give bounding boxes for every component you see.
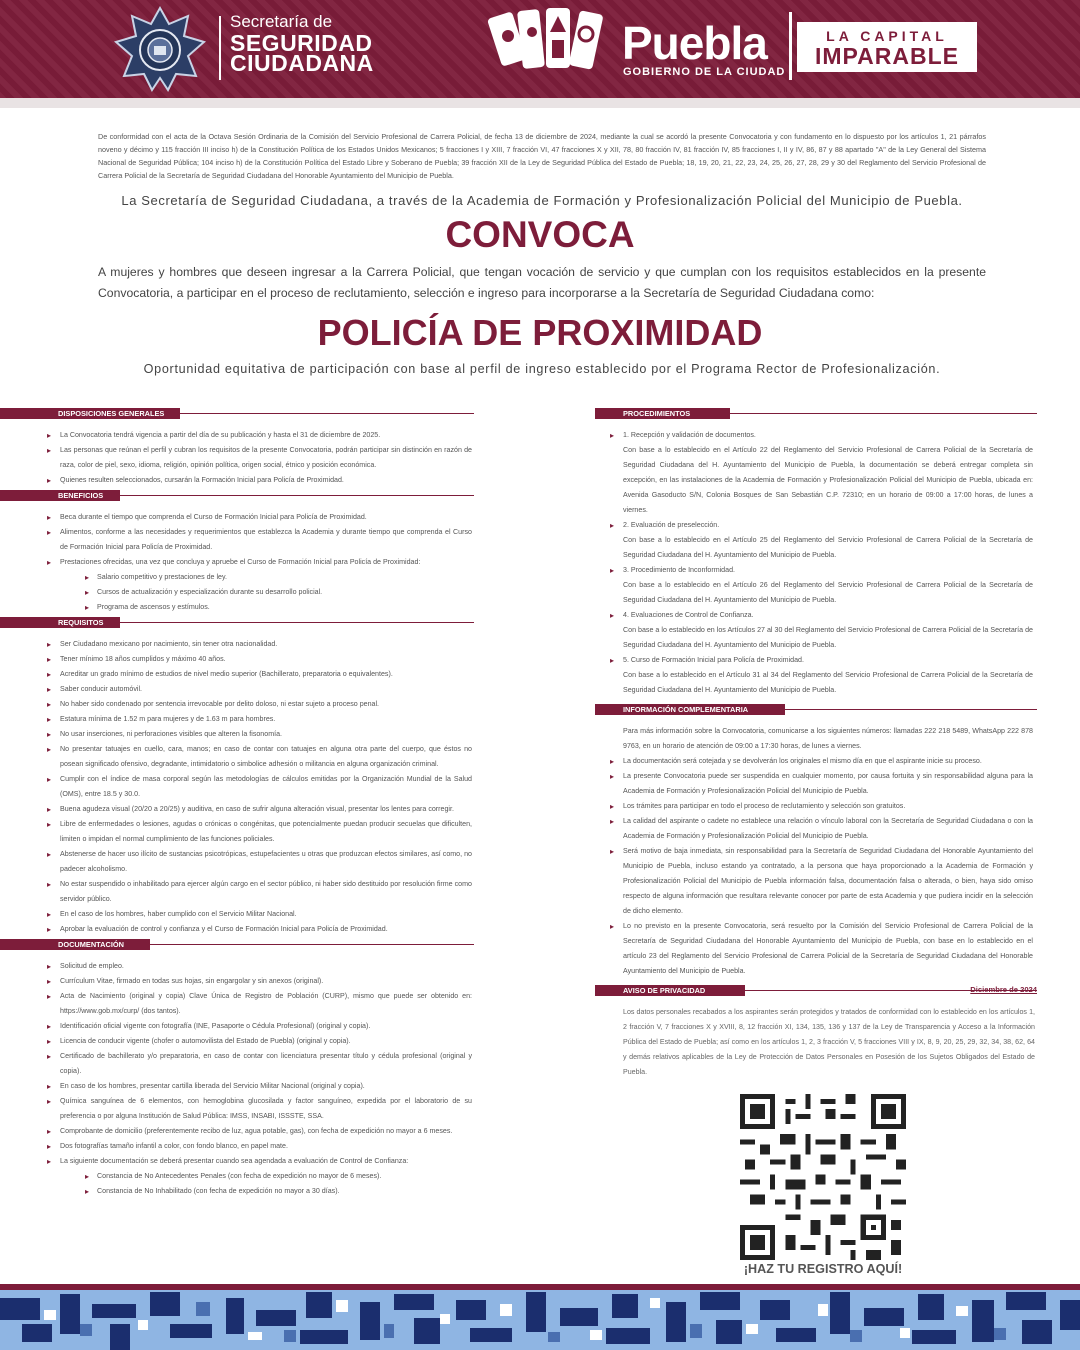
position-title: POLICÍA DE PROXIMIDAD xyxy=(317,312,763,353)
list-item: ▸ Quienes resulten seleccionados, cursarán la Formación Inicial para Policía de Proximidad. xyxy=(0,473,472,488)
list-item: ▸ Currículum Vitae, firmado en todas sus hojas, sin engargolar y sin anexos (original). xyxy=(0,974,472,989)
section-rule xyxy=(180,413,474,414)
footer-pattern xyxy=(0,1284,1080,1350)
qr-call-to-action: ¡HAZ TU REGISTRO AQUÍ! xyxy=(743,1262,903,1276)
documentacion-list xyxy=(0,959,484,1199)
procedure-step xyxy=(595,608,1033,653)
procedure-step xyxy=(595,653,1033,698)
beneficios-list xyxy=(0,510,484,615)
section-rule xyxy=(730,413,1037,414)
slogan-box xyxy=(797,22,977,72)
section-header-documentacion xyxy=(0,939,484,952)
procedure-step xyxy=(595,563,1033,608)
procedure-text: Con base a lo establecido en el Artículo 25 del Reglamento del Servicio Profesional de Carrera Policial de la Secretaría de Seguridad Ciudadana del H. Ayuntamiento del Municipio de Puebla. xyxy=(623,536,1033,559)
right-column xyxy=(595,406,1045,1080)
section-header-requisitos xyxy=(0,617,484,630)
list-item: ▸ Acreditar un grado mínimo de estudios de nivel medio superior (Bachillerato, preparatoria o equivalentes). xyxy=(0,667,472,682)
list-item: ▸ Abstenerse de hacer uso ilícito de sustancias psicotrópicas, estupefacientes u otras que produzcan efectos similares, así como, no padecer alcoholismo. xyxy=(0,847,472,877)
list-item: ▸ En caso de los hombres, presentar cartilla liberada del Servicio Militar Nacional (original y copia). xyxy=(0,1079,472,1094)
slogan-line1: LA CAPITAL xyxy=(826,28,948,44)
police-badge-logo xyxy=(112,6,208,92)
section-header-disposiciones xyxy=(0,408,484,421)
procedure-text: Con base a lo establecido en el Artículo 22 del Reglamento del Servicio Profesional de Carrera Policial de la Secretaría de Seguridad Ciudadana del H. Ayuntamiento del Municipio de Puebla, la documentación se deberá entregar completa sin excepción, en las instalaciones de la Academia de Formación y Profesionalización Policial del Municipio de Puebla, ubicada en: Avenida Gasoducto S/N, Colonia Bosques de San Sebastián C.P. 72310; en un horario de 09:00 a 17:00 horas, de lunes a viernes. xyxy=(623,446,1033,514)
ssc-title-line2: SEGURIDAD xyxy=(230,30,373,56)
list-item: ▸ Los trámites para participar en todo el proceso de reclutamiento y selección son gratuitos. xyxy=(595,799,1033,814)
list-item: ▸ Será motivo de baja inmediata, sin responsabilidad para la Secretaría de Seguridad Ciudadana del Honorable Ayuntamiento del Municipio de Puebla, incluso estando ya contratado, a la persona que haya proporcionado a la Academia de Formación y Profesionalización Policial del Municipio de Puebla información falsa, documentación falsa o alterada, o bien, haya sido omiso respecto de alguna información que resultara relevante conocer por parte de esta Academia y que pudiera incidir en la selección de dicho elemento. xyxy=(595,844,1033,919)
city-logo-name: Puebla xyxy=(622,17,767,69)
list-item: ▸ Acta de Nacimiento (original y copia) Clave Única de Registro de Población (CURP), mismo que puede ser obtenido en: https://www.gob.mx/curp/ (dos tantos). xyxy=(0,989,472,1019)
city-logo-subtitle: GOBIERNO DE LA CIUDAD xyxy=(623,66,786,78)
list-item: ▸ Aprobar la evaluación de control y confianza y el Curso de Formación Inicial para Policía de Proximidad. xyxy=(0,922,472,937)
section-header-procedimientos xyxy=(595,408,1045,421)
procedimientos-list xyxy=(595,428,1045,698)
sub-list-item: ▸ Constancia de No Inhabilitado (con fecha de expedición no mayor a 30 días). xyxy=(60,1184,472,1199)
section-rule xyxy=(150,944,474,945)
procedure-heading: ▸ 3. Procedimiento de Inconformidad. xyxy=(623,566,735,574)
section-rule xyxy=(120,495,474,496)
list-item: ▸ Certificado de bachillerato y/o preparatoria, en caso de contar con licenciatura presentar título y cédula profesional (original y copia). xyxy=(0,1049,472,1079)
list-item: ▸ Saber conducir automóvil. xyxy=(0,682,472,697)
procedure-step xyxy=(595,428,1033,518)
list-item: ▸ Química sanguínea de 6 elementos, con hemoglobina glucosilada y factor sanguíneo, expedida por el laboratorio de su preferencia o por alguna Institución de Salud Pública: IMSS, INSABI, ISSSTE, SSA. xyxy=(0,1094,472,1124)
section-title: BENEFICIOS xyxy=(0,490,120,501)
slogan-line2: IMPARABLE xyxy=(814,43,959,69)
section-title: PROCEDIMIENTOS xyxy=(595,408,730,419)
list-item: ▸ Identificación oficial vigente con fotografía (INE, Pasaporte o Cédula Profesional) (original y copia). xyxy=(0,1019,472,1034)
beneficios-sublist xyxy=(60,570,472,615)
procedure-text: Con base a lo establecido en el Artículo 26 del Reglamento del Servicio Profesional de Carrera Policial de la Secretaría de Seguridad Ciudadana del H. Ayuntamiento del Municipio de Puebla. xyxy=(623,581,1033,604)
list-item: ▸ Comprobante de domicilio (preferentemente recibo de luz, agua potable, gas), con fecha de expedición no mayor a 6 meses. xyxy=(0,1124,472,1139)
informacion-list xyxy=(595,754,1045,979)
list-item: ▸ Cumplir con el índice de masa corporal según las metodologías de cálculos emitidas por la Organización Mundial de la Salud (OMS), entre 18.5 y 30.0. xyxy=(0,772,472,802)
ssc-title-line1: Secretaría de xyxy=(230,12,333,31)
list-item: ▸ Dos fotografías tamaño infantil a color, con fondo blanco, en papel mate. xyxy=(0,1139,472,1154)
list-item xyxy=(0,555,472,615)
procedure-heading: ▸ 2. Evaluación de preselección. xyxy=(623,521,720,529)
list-item: ▸ Libre de enfermedades o lesiones, agudas o crónicas o congénitas, que potencialmente puedan producir secuelas que dificulten, limiten o impidan el normal cumplimiento de las funciones policiales. xyxy=(0,817,472,847)
section-title: DOCUMENTACIÓN xyxy=(0,939,150,950)
list-item: ▸ En el caso de los hombres, haber cumplido con el Servicio Militar Nacional. xyxy=(0,907,472,922)
list-item: ▸ La documentación será cotejada y se devolverán los originales el mismo día en que el aspirante inicie su proceso. xyxy=(595,754,1033,769)
convening-entity: La Secretaría de Seguridad Ciudadana, a través de la Academia de Formación y Profesionalización Policial del Municipio de Puebla. xyxy=(121,193,963,208)
registration-qr-code[interactable] xyxy=(740,1094,906,1260)
list-item: ▸ Tener mínimo 18 años cumplidos y máximo 40 años. xyxy=(0,652,472,667)
header-band xyxy=(0,98,1080,108)
procedure-heading: ▸ 1. Recepción y validación de documentos. xyxy=(623,431,756,439)
list-item: ▸ No estar suspendido o inhabilitado para ejercer algún cargo en el sector público, ni haber sido destituido por resolución firme como servidor público. xyxy=(0,877,472,907)
requisitos-list xyxy=(0,637,484,937)
list-item: ▸ Las personas que reúnan el perfil y cubran los requisitos de la presente Convocatoria, podrán participar sin distinción en razón de raza, color de piel, sexo, idioma, religión, opinión política, origen social, étnico y posición económica. xyxy=(0,443,472,473)
ssc-title-line3: CIUDADANA xyxy=(230,50,374,76)
legal-foundation: De conformidad con el acta de la Octava Sesión Ordinaria de la Comisión del Servicio Profesional de Carrera Policial, de fecha 13 de diciembre de 2024, mediante la cual se acordó la presente Convocatoria y con fundamento en lo dispuesto por los artículos 1, 21 párrafos noveno y décimo y 115 fracción III inciso h) de la Constitución Política de los Estados Unidos Mexicanos; 5 fracciones I y XIII, 7 fracción VI, 47 fracciones X y XII, 78, 80 fracción IV, 81 fracción IV, 85 fracciones I, II y IV, 86, 87 y 88 apartado "A" de la Ley General del Sistema Nacional de Seguridad Pública; 104 inciso h) de la Constitución Política del Estado Libre y Soberano de Puebla; 39 fracción XII de la Ley de Seguridad Pública del Estado de Puebla; 18, 19, 20, 21, 22, 23, 24, 25, 26, 27, 28, 29 y 30 del Reglamento del Servicio Profesional de Carrera Policial de la Secretaría de Seguridad Ciudadana del Honorable Ayuntamiento del Municipio de Puebla. xyxy=(98,132,986,180)
list-item: ▸ Solicitud de empleo. xyxy=(0,959,472,974)
list-item: ▸ No presentar tatuajes en cuello, cara, manos; en caso de contar con tatuajes en alguna otra parte del cuerpo, que éstos no posean significado ofensivo, degradante, intimidatorio o simbolice adhesión o militancia en alguna organización criminal. xyxy=(0,742,472,772)
contact-info: Para más información sobre la Convocatoria, comunicarse a los siguientes números: llamadas 222 218 5489, WhatsApp 222 878 9763, en un horario de atención de 09:00 a 17:30 horas, de lunes a viernes. xyxy=(623,727,1033,750)
sub-list-item: ▸ Constancia de No Antecedentes Penales (con fecha de expedición no mayor de 6 meses). xyxy=(60,1169,472,1184)
list-item: ▸ La Convocatoria tendrá vigencia a partir del día de su publicación y hasta el 31 de diciembre de 2025. xyxy=(0,428,472,443)
disposiciones-list xyxy=(0,428,484,488)
procedure-text: Con base a lo establecido en el Artículo 31 al 34 del Reglamento del Servicio Profesional de Carrera Policial de la Secretaría de Seguridad Ciudadana del H. Ayuntamiento del Municipio de Puebla. xyxy=(623,671,1033,694)
list-item-text: Prestaciones ofrecidas, una vez que concluya y apruebe el Curso de Formación Inicial para Policía de Proximidad: xyxy=(60,558,421,566)
list-item: ▸ Lo no previsto en la presente Convocatoria, será resuelto por la Comisión del Servicio Profesional de Carrera Policial de la Secretaría de Seguridad Ciudadana del Honorable Ayuntamiento del Municipio de Puebla, con base en lo establecido en el artículo 23 del Reglamento del Servicio Profesional de Carrera Policial de la Secretaría de Seguridad Ciudadana del Honorable Ayuntamiento del Municipio de Puebla. xyxy=(595,919,1033,979)
section-title: DISPOSICIONES GENERALES xyxy=(0,408,180,419)
equal-opportunity-line: Oportunidad equitativa de participación con base al perfil de ingreso establecido por el Programa Rector de Profesionalización. xyxy=(143,362,941,376)
list-item: ▸ Buena agudeza visual (20/20 a 20/25) y auditiva, en caso de sufrir alguna alteración visual, presentar los lentes para corregir. xyxy=(0,802,472,817)
section-rule xyxy=(785,709,1037,710)
sub-list-item: ▸ Programa de ascensos y estímulos. xyxy=(60,600,472,615)
section-rule xyxy=(120,622,474,623)
section-header-privacidad xyxy=(595,985,1045,998)
section-title: AVISO DE PRIVACIDAD xyxy=(595,985,745,996)
list-item: ▸ La calidad del aspirante o cadete no establece una relación o vínculo laboral con la Secretaría de Seguridad Ciudadana o con la Academia de Formación y Profesionalización Policial del Municipio de Puebla. xyxy=(595,814,1033,844)
header-divider-2 xyxy=(789,12,792,80)
puebla-art-logo xyxy=(486,4,616,84)
list-item: ▸ Ser Ciudadano mexicano por nacimiento, sin tener otra nacionalidad. xyxy=(0,637,472,652)
section-title: INFORMACIÓN COMPLEMENTARIA xyxy=(595,704,785,715)
sub-list-item: ▸ Salario competitivo y prestaciones de ley. xyxy=(60,570,472,585)
list-item xyxy=(0,1154,472,1199)
list-item: ▸ La presente Convocatoria puede ser suspendida en cualquier momento, por causa fortuita y sin responsabilidad alguna para la Academia de Formación y Profesionalización Policial del Municipio de Puebla. xyxy=(595,769,1033,799)
list-item: ▸ No usar inserciones, ni perforaciones visibles que alteren la fisonomía. xyxy=(0,727,472,742)
header-banner xyxy=(0,0,1080,100)
privacy-notice: Los datos personales recabados a los aspirantes serán protegidos y tratados de conformidad con lo establecido en los artículos 1, 2 fracción V, 7 fracciones X y XVIII, 8, 12 fracción XI, 134, 135, 136 y 137 de la Ley de Transparencia y Acceso a la Información Pública del Estado de Puebla; así como en los artículos 1, 2, 3 fracción V, 5 fracciones VIII y IX, 8, 9, 20, 25, 29, 32, 34, 38, 62, 64 y demás relativos aplicables de la Ley de Protección de Datos Personales en Posesión de los Sujetos Obligados del Estado de Puebla. xyxy=(623,1008,1035,1076)
call-description: A mujeres y hombres que deseen ingresar a la Carrera Policial, que tengan vocación de servicio y que cumplan con los requisitos establecidos en la presente Convocatoria, a participar en el proceso de reclutamiento, selección e ingreso para incorporarse a la Secretaría de Seguridad Ciudadana como: xyxy=(98,265,986,300)
privacy-date: Diciembre de 2024 xyxy=(970,985,1037,994)
list-item: ▸ Licencia de conducir vigente (chofer o automovilista del Estado de Puebla) (original y copia). xyxy=(0,1034,472,1049)
list-item-text: La siguiente documentación se deberá presentar cuando sea agendada a evaluación de Control de Confianza: xyxy=(60,1157,409,1165)
procedure-heading: ▸ 4. Evaluaciones de Control de Confianza. xyxy=(623,611,754,619)
section-title: REQUISITOS xyxy=(0,617,120,628)
list-item: ▸ No haber sido condenado por sentencia irrevocable por delito doloso, ni estar sujeto a proceso penal. xyxy=(0,697,472,712)
header-divider xyxy=(219,16,221,80)
list-item: ▸ Estatura mínima de 1.52 m para mujeres y de 1.63 m para hombres. xyxy=(0,712,472,727)
procedure-text: Con base a lo establecido en los Artículos 27 al 30 del Reglamento del Servicio Profesional de Carrera Policial de la Secretaría de Seguridad Ciudadana del H. Ayuntamiento del Municipio de Puebla. xyxy=(623,626,1033,649)
list-item: ▸ Beca durante el tiempo que comprenda el Curso de Formación Inicial para Policía de Proximidad. xyxy=(0,510,472,525)
procedure-heading: ▸ 5. Curso de Formación Inicial para Policía de Proximidad. xyxy=(623,656,804,664)
list-item: ▸ Alimentos, conforme a las necesidades y requerimientos que establezca la Academia y durante tiempo que comprenda el Curso de Formación Inicial para Policía de Proximidad. xyxy=(0,525,472,555)
documentacion-sublist xyxy=(60,1169,472,1199)
procedure-step xyxy=(595,518,1033,563)
sub-list-item: ▸ Cursos de actualización y especialización durante su desarrollo policial. xyxy=(60,585,472,600)
section-header-informacion xyxy=(595,704,1045,717)
section-header-beneficios xyxy=(0,490,484,503)
convoca-heading: CONVOCA xyxy=(445,214,635,255)
left-column xyxy=(0,406,484,1199)
